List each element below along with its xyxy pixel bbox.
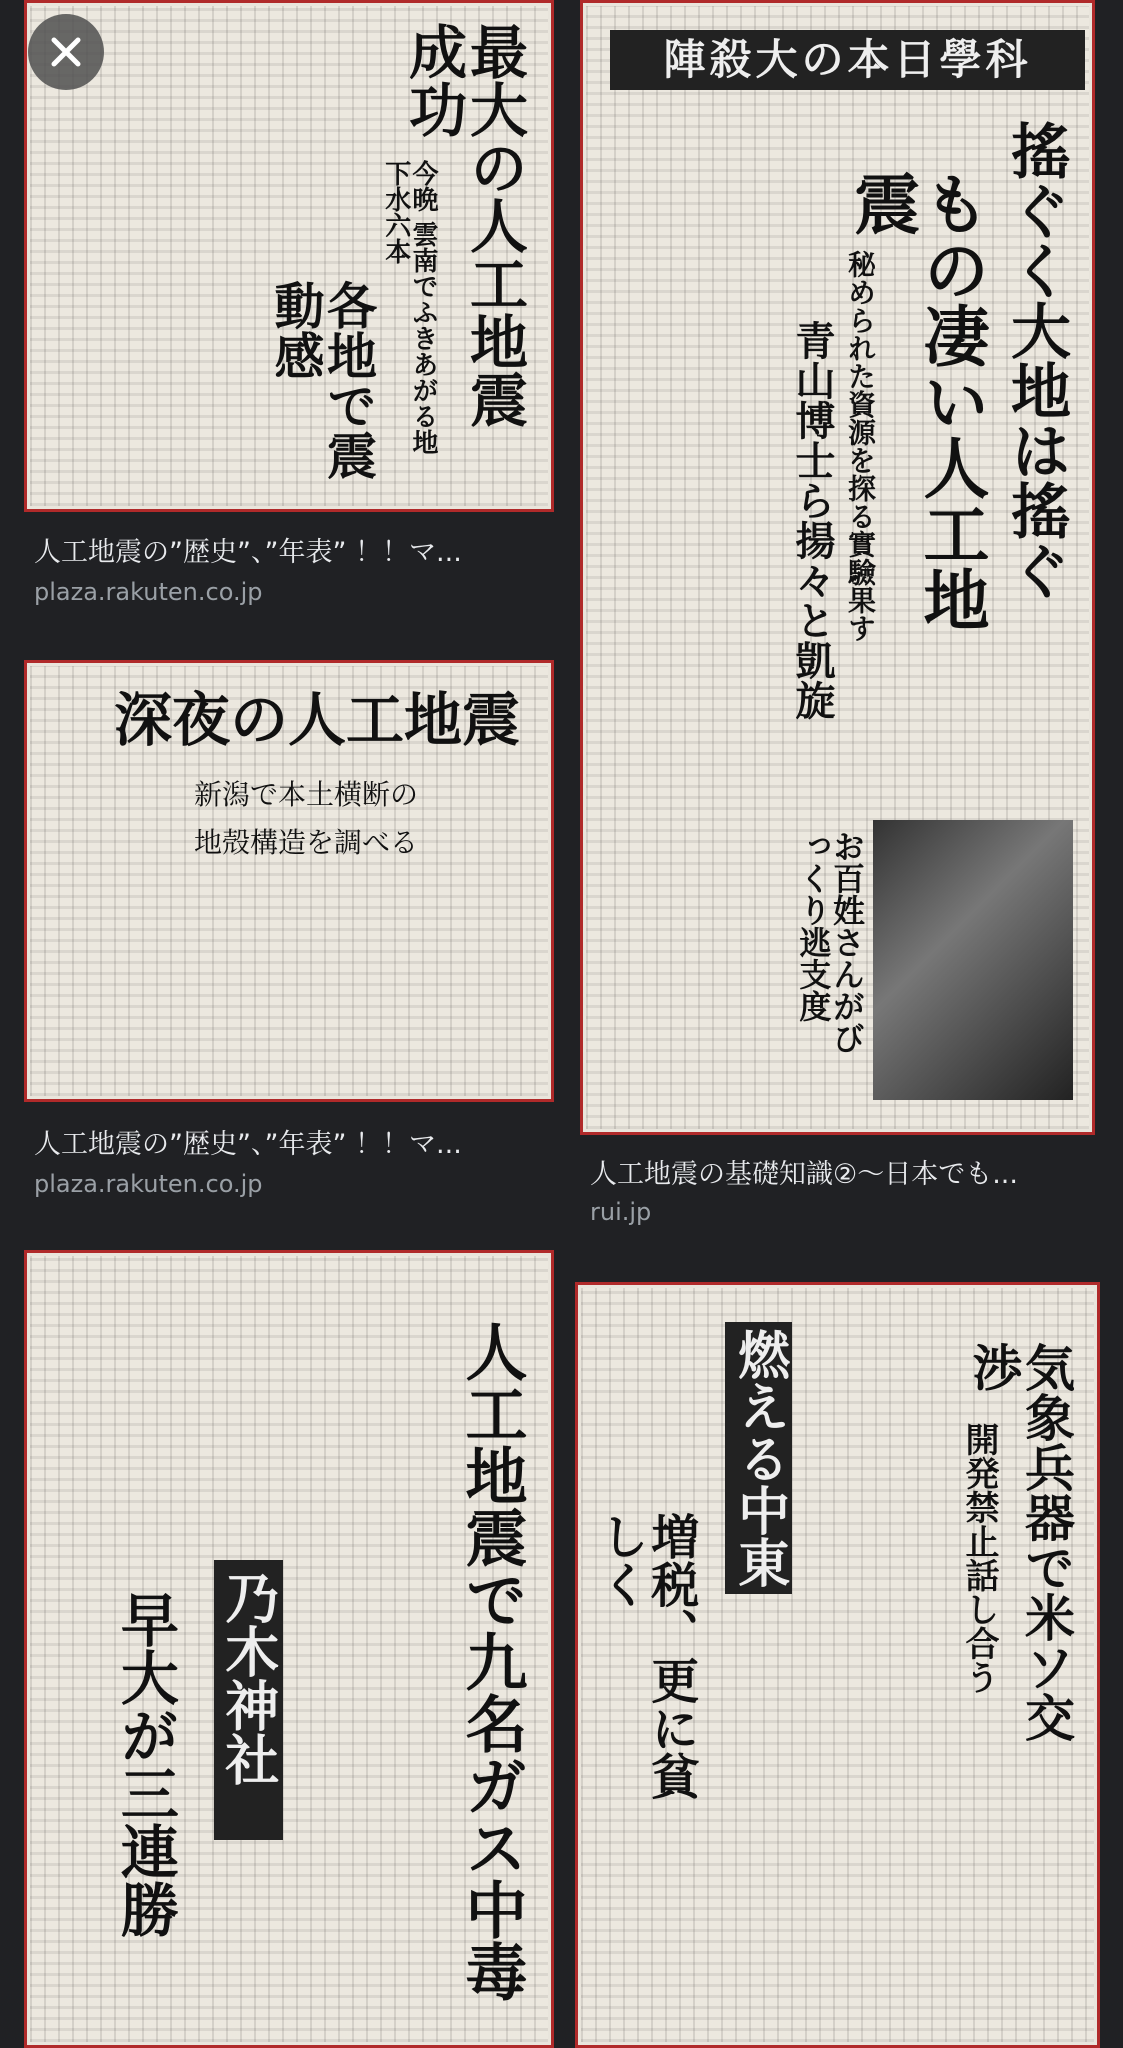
result-2-caption-text[interactable]: 人工地震の基礎知識②〜日本でも...: [590, 1159, 1018, 1190]
result-5-subheadline: 開発禁止話し合う: [959, 1422, 999, 1694]
result-thumbnail-3[interactable]: [24, 660, 554, 1102]
result-2-photo: [873, 820, 1073, 1100]
result-thumbnail-2[interactable]: [580, 0, 1095, 1135]
result-thumbnail-4[interactable]: [24, 1250, 554, 2048]
result-5-side-headline: 燃える中東: [725, 1322, 792, 1594]
result-3-subheadline-2: 地殻構造を調べる: [194, 826, 419, 859]
result-2-subheadline-2: 青山博士ら揚々と凱旋: [789, 320, 836, 720]
result-card-4[interactable]: [24, 1250, 554, 2048]
result-3-caption[interactable]: 人工地震の”歴史”、”年表” ！！マ...: [34, 1129, 462, 1160]
result-card-2[interactable]: [580, 0, 1095, 1240]
result-2-side-headline: お百姓さんがびっくり逃支度: [794, 830, 866, 1054]
result-2-headline-2: もの凄い人工地震: [842, 170, 990, 632]
result-1-caption[interactable]: 人工地震の”歴史”、”年表” ！！マ...: [34, 537, 462, 568]
result-3-headline: 深夜の人工地震: [114, 686, 521, 754]
result-1-subheadline: 今晩 雲南でふきあがる地下水六本: [380, 160, 438, 456]
result-4-side-headline-2: 乃木神社: [214, 1560, 283, 1840]
result-4-headline: 人工地震で九名ガス中毒: [455, 1320, 528, 2002]
close-icon: [46, 32, 86, 72]
result-1-side-headline: 各地で震動感: [266, 280, 378, 480]
result-3-source: plaza.rakuten.co.jp: [34, 1170, 263, 1198]
result-card-3[interactable]: [24, 660, 554, 1210]
result-2-subheadline: 秘められた資源を探る實驗果す: [844, 250, 877, 642]
result-1-source: plaza.rakuten.co.jp: [34, 578, 263, 606]
result-thumbnail-1[interactable]: [24, 0, 554, 512]
close-button[interactable]: [28, 14, 104, 90]
result-1-headline: 最大の人工地震成功: [399, 22, 528, 428]
result-2-banner: 陣殺大の本日學科: [610, 30, 1085, 90]
result-5-headline: 気象兵器で米ソ交渉: [964, 1342, 1076, 1742]
result-card-1[interactable]: [24, 0, 554, 620]
result-thumbnail-5[interactable]: [575, 1282, 1100, 2048]
result-card-5[interactable]: [575, 1282, 1100, 2048]
result-3-subheadline: 新潟で本土横断の: [194, 778, 419, 811]
result-2-source: rui.jp: [590, 1198, 652, 1226]
result-4-side-headline-1: 早大が三連勝: [110, 1590, 179, 1938]
result-2-headline: 搖ぐく大地は搖ぐ: [1001, 120, 1071, 600]
result-5-side-headline-2: 増税、更に貧しく: [592, 1512, 699, 1800]
